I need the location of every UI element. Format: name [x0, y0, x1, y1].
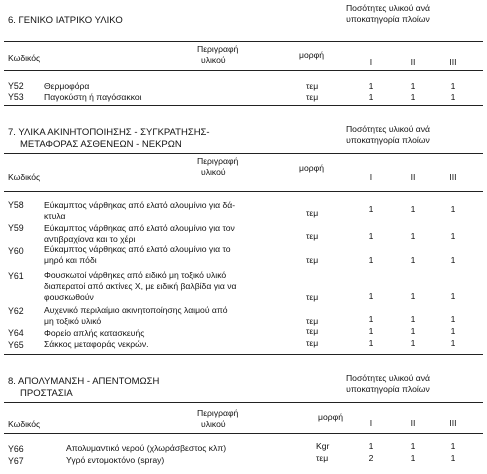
table-row-desc: διαπερατοί από ακτίνες Χ, με ειδική βαλβίδα για να — [44, 281, 237, 291]
section-8-col-code: Κωδικός — [8, 419, 41, 429]
table-row-unit: Kgr — [316, 441, 330, 451]
table-row-unit: τεμ — [306, 231, 319, 241]
table-row-qty-ii: 1 — [410, 453, 416, 463]
table-row-desc: Αυχενικό περιλαίμιο ακινητοποίησης λαιμού από — [44, 305, 228, 315]
section-7-title-line1: 7. ΥΛΙΚΑ ΑΚΙΝΗΤΟΠΟΙΗΣΗΣ - ΣΥΓΚΡΑΤΗΣΗΣ- — [8, 127, 210, 138]
section-8-rule-top — [4, 402, 483, 403]
table-row-qty-iii: 1 — [450, 231, 456, 241]
table-row-unit: τεμ — [306, 208, 319, 218]
table-row-desc: Απολυμαντικό νερού (χλωράσβεστος κλπ) — [66, 443, 227, 453]
table-row-qty-iii: 1 — [450, 291, 456, 301]
table-row-qty-i: 1 — [368, 204, 374, 214]
section-8-col-desc-line1: Περιγραφή — [197, 408, 239, 418]
table-row-qty-iii: 1 — [450, 92, 456, 102]
table-row-code: Υ64 — [8, 328, 24, 338]
table-row-qty-ii: 1 — [410, 291, 416, 301]
section-6-col-desc-line2: υλικού — [201, 55, 226, 65]
section-7-col-desc-line2: υλικού — [201, 167, 226, 177]
table-row-unit: τεμ — [306, 255, 319, 265]
section-6-qty-header-line1: Ποσότητες υλικού ανά — [345, 3, 431, 13]
table-row-desc: Φορείο απλής κατασκευής — [44, 328, 145, 338]
table-row-desc: κτυλα — [44, 211, 66, 221]
section-6-col-code: Κωδικός — [8, 53, 41, 63]
section-8-title-line2: ΠΡΟΣΤΑΣΙΑ — [20, 388, 73, 399]
table-row-qty-i: 1 — [368, 338, 374, 348]
table-row-qty-i: 1 — [368, 441, 374, 451]
table-row-code: Υ65 — [8, 340, 24, 350]
table-row-unit: τεμ — [306, 316, 319, 326]
section-7-rule-header — [4, 191, 483, 192]
section-6-col-ii: ΙΙ — [410, 57, 416, 67]
table-row-qty-i: 1 — [368, 255, 374, 265]
section-6-title: 6. ΓΕΝΙΚΟ ΙΑΤΡΙΚΟ ΥΛΙΚΟ — [8, 15, 123, 26]
table-row-desc: αντιβραχίονα και το χέρι — [44, 234, 136, 244]
table-row-desc: Παγοκύστη ή παγόσακκοι — [44, 92, 142, 102]
section-6-rule-bottom — [4, 105, 483, 106]
table-row-desc: Εύκαμπτος νάρθηκας από ελατό αλουμίνιο για δά- — [44, 200, 236, 210]
section-7-qty-header-line2: υποκατηγορία πλοίων — [346, 135, 430, 145]
table-row-qty-i: 1 — [368, 291, 374, 301]
table-row-qty-ii: 1 — [410, 314, 416, 324]
section-8-col-iii: ΙΙΙ — [449, 418, 457, 428]
section-8-title-line1: 8. ΑΠΟΛΥΜΑΝΣΗ - ΑΠΕΝΤΟΜΩΣΗ — [8, 376, 160, 387]
section-8-rule-header — [4, 433, 483, 434]
table-row-qty-i: 1 — [368, 81, 374, 91]
table-row-code: Υ59 — [8, 223, 24, 233]
table-row-unit: τεμ — [306, 326, 319, 336]
table-row-qty-ii: 1 — [410, 204, 416, 214]
table-row-qty-i: 1 — [368, 314, 374, 324]
table-row-desc: Σάκκος μεταφοράς νεκρών. — [44, 339, 149, 349]
table-row-desc: Εύκαμπτος νάρθηκας από ελατό αλουμίνιο για τον — [44, 223, 235, 233]
section-7-rule-top — [4, 153, 483, 154]
section-7-rule-bottom — [4, 354, 483, 355]
table-row-code: Υ60 — [8, 246, 24, 256]
section-6-col-iii: ΙΙΙ — [449, 57, 457, 67]
table-row-qty-ii: 1 — [410, 441, 416, 451]
table-row-code: Υ52 — [8, 81, 24, 91]
section-8-qty-header-line2: υποκατηγορία πλοίων — [346, 384, 430, 394]
section-6-rule-header — [4, 70, 483, 71]
table-row-unit: τεμ — [316, 453, 329, 463]
section-7-qty-header-line1: Ποσότητες υλικού ανά — [345, 124, 431, 134]
section-7-col-code: Κωδικός — [8, 172, 41, 182]
table-row-unit: τεμ — [306, 292, 319, 302]
table-row-qty-iii: 1 — [450, 338, 456, 348]
table-row-qty-i: 1 — [368, 92, 374, 102]
table-row-qty-i: 1 — [368, 231, 374, 241]
table-row-desc: Υγρό εντομοκτόνο (spray) — [66, 455, 165, 465]
section-8-qty-header-line1: Ποσότητες υλικού ανά — [345, 373, 431, 383]
table-row-qty-iii: 1 — [450, 255, 456, 265]
table-row-unit: τεμ — [306, 338, 319, 348]
table-row-desc: Εύκαμπτος νάρθηκας από ελατό αλουμίνιο για το — [44, 244, 231, 254]
table-row-desc: Φουσκωτοί νάρθηκες από ειδικό μη τοξικό υλικό — [44, 270, 227, 280]
table-row-qty-i: 1 — [368, 326, 374, 336]
table-row-qty-iii: 1 — [450, 81, 456, 91]
section-8-col-ii: ΙΙ — [410, 418, 416, 428]
section-7-title-line2: ΜΕΤΑΦΟΡΑΣ ΑΣΘΕΝΕΩΝ - ΝΕΚΡΩΝ — [20, 139, 182, 150]
table-row-qty-ii: 1 — [410, 338, 416, 348]
section-8-col-i: Ι — [369, 418, 373, 428]
table-row-code: Υ58 — [8, 200, 24, 210]
table-row-qty-i: 2 — [368, 453, 374, 463]
table-row-qty-ii: 1 — [410, 255, 416, 265]
table-row-unit: τεμ — [306, 81, 319, 91]
table-row-qty-iii: 1 — [450, 326, 456, 336]
table-row-qty-iii: 1 — [450, 441, 456, 451]
table-row-code: Υ61 — [8, 271, 24, 281]
table-row-qty-ii: 1 — [410, 81, 416, 91]
table-row-desc: Θερμοφόρα — [44, 81, 90, 91]
table-row-qty-iii: 1 — [450, 314, 456, 324]
table-row-desc: μηρό και πόδι — [44, 255, 97, 265]
section-7-col-form: μορφή — [299, 163, 324, 173]
table-row-code: Υ53 — [8, 92, 24, 102]
section-6-rule-top — [4, 41, 483, 42]
section-6-col-form: μορφή — [299, 50, 324, 60]
table-row-code: Υ67 — [8, 456, 24, 466]
table-row-qty-iii: 1 — [450, 204, 456, 214]
table-row-unit: τεμ — [306, 92, 319, 102]
table-row-qty-ii: 1 — [410, 231, 416, 241]
table-row-desc: φουσκωθούν — [44, 292, 94, 302]
section-6-qty-header-line2: υποκατηγορία πλοίων — [346, 14, 430, 24]
table-row-qty-iii: 1 — [450, 453, 456, 463]
section-6-col-desc-line1: Περιγραφή — [197, 44, 239, 54]
section-7-col-ii: ΙΙ — [410, 172, 416, 182]
section-6-col-i: Ι — [369, 57, 373, 67]
section-8-col-desc-line2: υλικού — [201, 419, 226, 429]
table-row-qty-ii: 1 — [410, 92, 416, 102]
section-7-col-desc-line1: Περιγραφή — [197, 156, 239, 166]
section-7-col-i: Ι — [369, 172, 373, 182]
table-row-code: Υ62 — [8, 306, 24, 316]
table-row-desc: μη τοξικό υλικό — [44, 316, 102, 326]
table-row-code: Υ66 — [8, 444, 24, 454]
section-8-col-form: μορφή — [318, 412, 343, 422]
table-row-qty-ii: 1 — [410, 326, 416, 336]
section-7-col-iii: ΙΙΙ — [449, 172, 457, 182]
